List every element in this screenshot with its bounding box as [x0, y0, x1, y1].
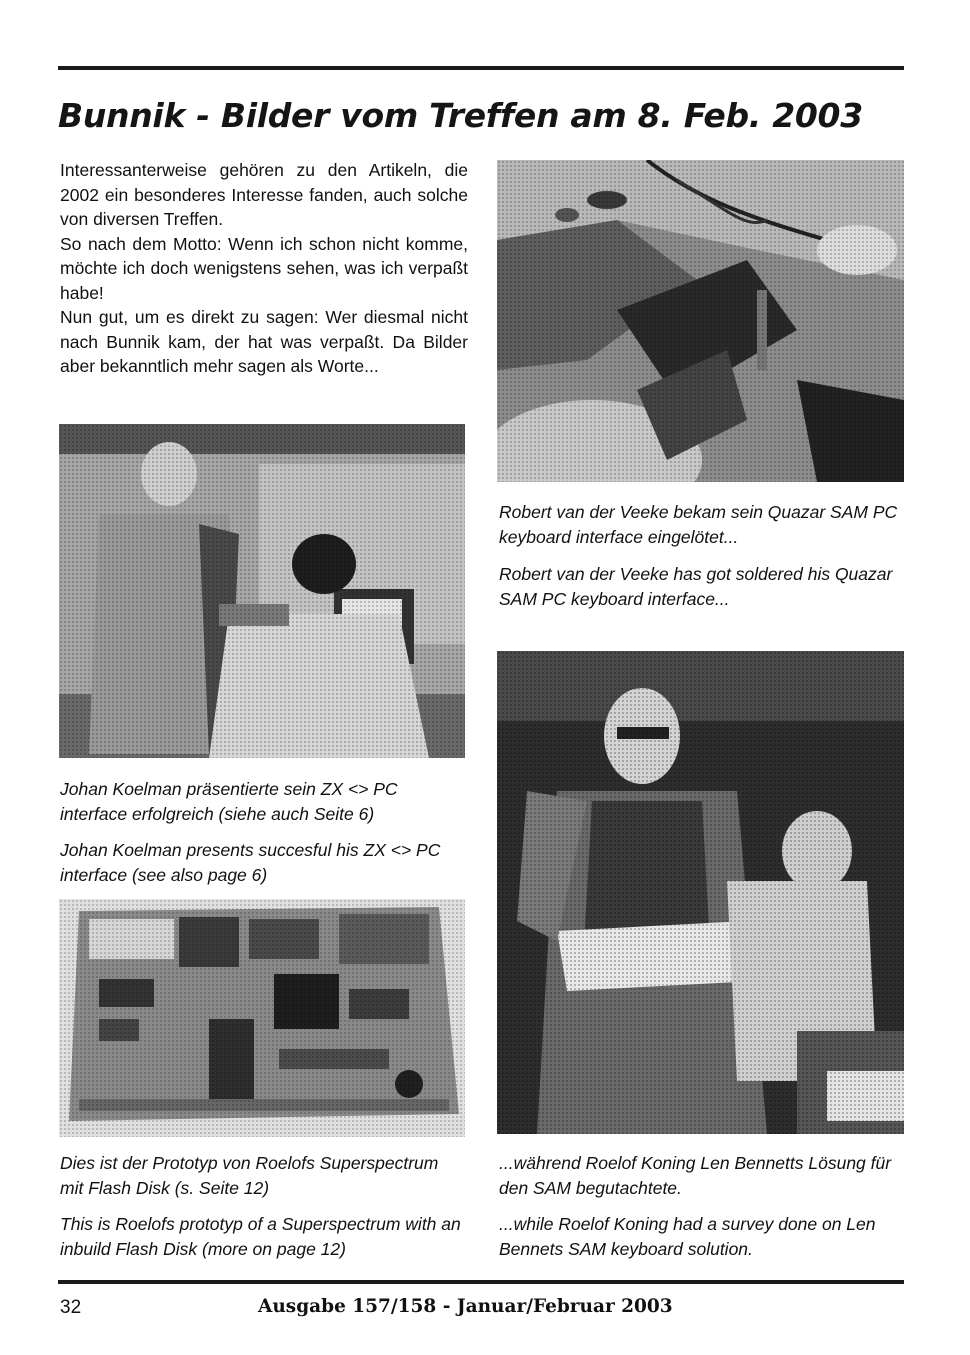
- caption-de: Robert van der Veeke bekam sein Quazar SAM PC keyboard interface eingelötet...: [499, 502, 898, 547]
- caption-en: Johan Koelman presents succesful his ZX <> PC interface (see also page 6): [60, 840, 441, 885]
- bottom-rule: [58, 1280, 904, 1284]
- intro-paragraph: Nun gut, um es direkt zu sagen: Wer diesmal nicht nach Bunnik kam, der hat was verpaßt. Da Bilder aber bekanntlich mehr sagen als Worte...: [60, 307, 468, 376]
- issue-label: Ausgabe 157/158 - Januar/Februar 2003: [258, 1296, 673, 1317]
- top-rule: [58, 66, 904, 70]
- intro-paragraph: So nach dem Motto: Wenn ich schon nicht komme, möchte ich doch wenigstens sehen, was ich verpaßt habe!: [60, 233, 468, 303]
- caption-de: Dies ist der Prototyp von Roelofs Superspectrum mit Flash Disk (s. Seite 12): [60, 1153, 439, 1198]
- photo-johan-koelman: [59, 424, 465, 758]
- caption-en: ...while Roelof Koning had a survey done on Len Bennets SAM keyboard solution.: [499, 1214, 876, 1259]
- photo-roelof-koning: [497, 651, 904, 1134]
- caption-en: This is Roelofs prototyp of a Superspectrum with an inbuild Flash Disk (more on page 12): [60, 1214, 461, 1259]
- caption-de: Johan Koelman präsentierte sein ZX <> PC interface erfolgreich (siehe auch Seite 6): [60, 779, 398, 824]
- intro-paragraph: Interessanterweise gehören zu den Artikeln, die 2002 ein besonderes Interesse fanden, auch solche von diversen Treffen.: [60, 160, 468, 229]
- page-number: 32: [60, 1297, 82, 1318]
- photo-superspectrum-board: [59, 899, 465, 1137]
- caption-de: ...während Roelof Koning Len Bennetts Lösung für den SAM begutachtete.: [499, 1153, 892, 1198]
- page-title: Bunnik - Bilder vom Treffen am 8. Feb. 2003: [58, 96, 863, 135]
- intro-text: [60, 158, 468, 379]
- caption-en: Robert van der Veeke has got soldered his Quazar SAM PC keyboard interface...: [499, 564, 893, 609]
- photo-soldering: [497, 160, 904, 482]
